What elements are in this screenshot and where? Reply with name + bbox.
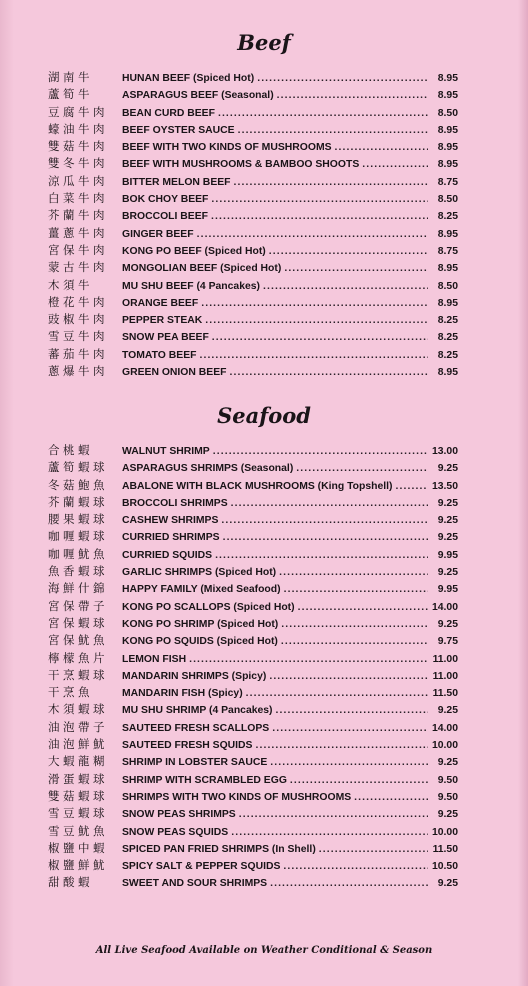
dot-leader (267, 875, 428, 892)
dot-leader (293, 460, 428, 477)
menu-item-chinese-name: 油泡鮮魷 (48, 737, 108, 752)
menu-item-row (48, 874, 458, 891)
menu-item-row (48, 528, 458, 545)
menu-item-name: BROCCOLI BEEF (122, 211, 209, 223)
menu-item-name: GREEN ONION BEEF (122, 367, 227, 379)
menu-item-price: 8.95 (437, 142, 458, 154)
dot-leader (218, 512, 428, 529)
menu-item-chinese-name: 宮保蝦球 (48, 615, 108, 630)
menu-item-row (48, 346, 458, 363)
menu-item-row (48, 277, 458, 294)
dot-leader (273, 702, 428, 719)
menu-item-price: 9.75 (437, 636, 458, 648)
menu-item-name: BROCCOLI SHRIMPS (122, 497, 228, 509)
menu-item-chinese-name: 椒鹽中蝦 (48, 840, 108, 855)
menu-item-row (48, 650, 458, 667)
dot-leader (281, 581, 428, 598)
page-edge-right (518, 0, 528, 986)
menu-item-price: 8.25 (437, 315, 458, 327)
menu-item-row (48, 173, 458, 190)
menu-item-name: BITTER MELON BEEF (122, 176, 231, 188)
dot-leader (210, 443, 428, 460)
menu-item-price: 10.00 (431, 740, 458, 752)
menu-item-row (48, 363, 458, 380)
menu-item-price: 14.00 (431, 722, 458, 734)
seafood-menu-list (48, 442, 458, 892)
menu-item-chinese-name: 宮保牛肉 (48, 242, 108, 257)
dot-leader (228, 495, 428, 512)
menu-item-chinese-name: 橙花牛肉 (48, 294, 108, 309)
dot-leader (332, 139, 428, 156)
menu-item-name: BEEF WITH TWO KINDS OF MUSHROOMS (122, 142, 332, 154)
menu-item-chinese-name: 甜酸蝦 (48, 875, 93, 890)
dot-leader (209, 329, 428, 346)
menu-item-price: 8.50 (437, 194, 458, 206)
menu-item-price: 8.95 (437, 367, 458, 379)
menu-item-chinese-name: 薑蔥牛肉 (48, 225, 108, 240)
menu-item-row (48, 823, 458, 840)
menu-item-name: ASPARAGUS BEEF (Seasonal) (122, 90, 274, 102)
menu-item-chinese-name: 白菜牛肉 (48, 191, 108, 206)
menu-item-chinese-name: 豉椒牛肉 (48, 312, 108, 327)
dot-leader (194, 226, 428, 243)
menu-item-price: 11.50 (432, 688, 458, 700)
dot-leader (202, 312, 428, 329)
menu-item-chinese-name: 雪豆蝦球 (48, 806, 108, 821)
dot-leader (243, 685, 428, 702)
menu-item-name: MANDARIN SHRIMPS (Spicy) (122, 670, 267, 682)
menu-item-name: LEMON FISH (122, 653, 187, 665)
menu-item-chinese-name: 宮保帶子 (48, 598, 108, 613)
menu-item-chinese-name: 豆腐牛肉 (48, 104, 108, 119)
menu-item-chinese-name: 檸檬魚片 (48, 650, 108, 665)
menu-item-row (48, 719, 458, 736)
menu-item-price: 9.25 (437, 757, 458, 769)
menu-item-chinese-name: 魚香蝦球 (48, 564, 108, 579)
menu-item-row (48, 69, 458, 86)
footer-note: All Live Seafood Available on Weather Conditional & Season (95, 945, 433, 956)
dot-leader (228, 824, 428, 841)
menu-item-price: 8.95 (437, 228, 458, 240)
menu-item-row (48, 442, 458, 459)
dot-leader (227, 364, 429, 381)
dot-leader (287, 772, 428, 789)
menu-item-price: 10.50 (431, 861, 458, 873)
menu-item-chinese-name: 蘆筍牛 (48, 87, 93, 102)
menu-item-name: SPICED PAN FRIED SHRIMPS (In Shell) (122, 843, 316, 855)
menu-item-chinese-name: 雙菇牛肉 (48, 139, 108, 154)
menu-item-name: KONG PO SCALLOPS (Spiced Hot) (122, 601, 295, 613)
dot-leader (269, 720, 428, 737)
menu-item-name: SAUTEED FRESH SQUIDS (122, 740, 253, 752)
menu-item-row (48, 788, 458, 805)
menu-item-chinese-name: 雙冬牛肉 (48, 156, 108, 171)
dot-leader (281, 260, 428, 277)
beef-menu-list (48, 69, 458, 380)
dot-leader (274, 87, 428, 104)
menu-item-row (48, 667, 458, 684)
menu-item-chinese-name: 木須蝦球 (48, 702, 108, 717)
menu-item-price: 9.25 (437, 497, 458, 509)
menu-item-row (48, 259, 458, 276)
menu-item-price: 8.95 (437, 90, 458, 102)
dot-leader (280, 858, 428, 875)
menu-item-name: ASPARAGUS SHRIMPS (Seasonal) (122, 463, 294, 475)
menu-item-price: 8.50 (437, 280, 458, 292)
menu-item-price: 11.00 (432, 670, 458, 682)
menu-item-row (48, 563, 458, 580)
page-edge-left (0, 0, 14, 986)
menu-item-chinese-name: 冬菇鮑魚 (48, 477, 108, 492)
menu-item-row (48, 207, 458, 224)
dot-leader (260, 278, 428, 295)
menu-item-name: SNOW PEAS SHRIMPS (122, 809, 236, 821)
menu-item-price: 9.25 (437, 567, 458, 579)
menu-item-chinese-name: 蠔油牛肉 (48, 121, 108, 136)
menu-item-name: SHRIMPS WITH TWO KINDS OF MUSHROOMS (122, 791, 352, 803)
menu-item-chinese-name: 蔥爆牛肉 (48, 364, 108, 379)
menu-item-name: GARLIC SHRIMPS (Spiced Hot) (122, 567, 277, 579)
menu-item-row (48, 546, 458, 563)
menu-item-chinese-name: 宮保魷魚 (48, 633, 108, 648)
menu-item-name: SHRIMP IN LOBSTER SAUCE (122, 757, 268, 769)
dot-leader (295, 599, 428, 616)
menu-item-name: SWEET AND SOUR SHRIMPS (122, 878, 268, 890)
menu-item-price: 9.25 (437, 463, 458, 475)
menu-item-chinese-name: 滑蛋蝦球 (48, 771, 108, 786)
menu-item-chinese-name: 木須牛 (48, 277, 93, 292)
dot-leader (252, 737, 428, 754)
menu-item-row (48, 121, 458, 138)
menu-item-name: GINGER BEEF (122, 228, 194, 240)
menu-item-price: 8.95 (437, 159, 458, 171)
menu-item-price: 8.75 (437, 176, 458, 188)
dot-leader (186, 651, 428, 668)
menu-item-name: BEAN CURD BEEF (122, 107, 215, 119)
menu-item-name: CASHEW SHRIMPS (122, 515, 219, 527)
menu-item-price: 8.25 (437, 349, 458, 361)
menu-item-chinese-name: 腰果蝦球 (48, 512, 108, 527)
menu-item-chinese-name: 雙菇蝦球 (48, 788, 108, 803)
dot-leader (278, 616, 428, 633)
menu-item-chinese-name: 蕃茄牛肉 (48, 346, 108, 361)
menu-item-price: 8.95 (437, 263, 458, 275)
menu-item-name: SAUTEED FRESH SCALLOPS (122, 722, 270, 734)
dot-leader (351, 789, 428, 806)
menu-item-name: SNOW PEAS SQUIDS (122, 826, 229, 838)
menu-item-name: HUNAN BEEF (Spiced Hot) (122, 73, 255, 84)
menu-item-name: MU SHU SHRIMP (4 Pancakes) (122, 705, 273, 717)
menu-item-name: CURRIED SHRIMPS (122, 532, 220, 544)
dot-leader (208, 191, 428, 208)
menu-item-row (48, 86, 458, 103)
menu-item-row (48, 598, 458, 615)
menu-item-row (48, 104, 458, 121)
menu-item-row (48, 615, 458, 632)
menu-item-name: HAPPY FAMILY (Mixed Seafood) (122, 584, 281, 596)
menu-item-price: 8.25 (437, 211, 458, 223)
menu-item-row (48, 225, 458, 242)
menu-item-price: 8.25 (437, 332, 458, 344)
beef-section-title: Beef (237, 30, 291, 55)
dot-leader (220, 529, 428, 546)
menu-item-chinese-name: 椒鹽鮮魷 (48, 858, 108, 873)
menu-item-row (48, 494, 458, 511)
menu-item-chinese-name: 咖喱蝦球 (48, 529, 108, 544)
menu-item-price: 14.00 (431, 601, 458, 613)
menu-item-row (48, 190, 458, 207)
menu-item-chinese-name: 干烹魚 (48, 685, 93, 700)
menu-item-chinese-name: 雪豆魷魚 (48, 823, 108, 838)
dot-leader (235, 122, 428, 139)
menu-item-row (48, 857, 458, 874)
menu-item-chinese-name: 雪豆牛肉 (48, 329, 108, 344)
menu-item-row (48, 138, 458, 155)
menu-item-price: 13.50 (431, 480, 458, 492)
menu-item-price: 11.50 (432, 843, 458, 855)
menu-item-price: 9.50 (437, 791, 458, 803)
menu-item-chinese-name: 蘆筍蝦球 (48, 460, 108, 475)
menu-item-row (48, 477, 458, 494)
menu-item-price: 9.25 (437, 515, 458, 527)
menu-item-price: 9.25 (437, 878, 458, 890)
menu-item-price: 9.95 (437, 584, 458, 596)
dot-leader (208, 208, 428, 225)
menu-item-price: 8.95 (437, 124, 458, 136)
menu-item-name: ABALONE WITH BLACK MUSHROOMS (King Topshell) (122, 480, 393, 492)
dot-leader (196, 347, 428, 364)
menu-item-name: KONG PO BEEF (Spiced Hot) (122, 245, 266, 257)
menu-item-name: BEEF WITH MUSHROOMS & BAMBOO SHOOTS (122, 159, 360, 171)
dot-leader (276, 564, 428, 581)
menu-item-price: 9.95 (437, 549, 458, 561)
menu-item-name: MU SHU BEEF (4 Pancakes) (122, 280, 261, 292)
menu-item-price: 13.00 (431, 446, 458, 457)
menu-item-name: ORANGE BEEF (122, 297, 199, 309)
menu-item-name: PEPPER STEAK (122, 315, 203, 327)
dot-leader (393, 478, 428, 495)
dot-leader (316, 841, 428, 858)
dot-leader (231, 174, 428, 191)
menu-item-name: TOMATO BEEF (122, 349, 197, 361)
menu-item-chinese-name: 海鮮什錦 (48, 581, 108, 596)
menu-item-name: BEEF OYSTER SAUCE (122, 124, 235, 136)
menu-item-chinese-name: 干烹蝦球 (48, 667, 108, 682)
menu-item-row (48, 684, 458, 701)
menu-item-price: 9.25 (437, 618, 458, 630)
menu-item-chinese-name: 合桃蝦 (48, 443, 93, 457)
menu-item-price: 8.95 (437, 73, 458, 84)
menu-item-row (48, 805, 458, 822)
menu-item-name: MONGOLIAN BEEF (Spiced Hot) (122, 263, 282, 275)
menu-item-chinese-name: 涼瓜牛肉 (48, 173, 108, 188)
menu-item-row (48, 311, 458, 328)
menu-item-chinese-name: 大蝦龍糊 (48, 754, 108, 769)
dot-leader (278, 633, 428, 650)
dot-leader (267, 754, 428, 771)
menu-item-chinese-name: 油泡帶子 (48, 719, 108, 734)
menu-item-row (48, 580, 458, 597)
menu-item-row (48, 242, 458, 259)
menu-item-chinese-name: 湖南牛 (48, 70, 93, 84)
menu-item-row (48, 328, 458, 345)
menu-item-price: 11.00 (432, 653, 458, 665)
menu-item-price: 9.25 (437, 532, 458, 544)
menu-item-price: 9.25 (437, 809, 458, 821)
menu-item-row (48, 736, 458, 753)
seafood-section-title: Seafood (217, 403, 311, 428)
menu-item-row (48, 459, 458, 476)
dot-leader (198, 295, 428, 312)
menu-item-name: WALNUT SHRIMP (122, 446, 210, 457)
menu-item-price: 9.50 (437, 774, 458, 786)
menu-item-chinese-name: 蒙古牛肉 (48, 260, 108, 275)
menu-item-row (48, 701, 458, 718)
menu-item-price: 8.95 (437, 297, 458, 309)
menu-item-price: 9.25 (437, 705, 458, 717)
menu-item-row (48, 840, 458, 857)
menu-item-name: SNOW PEA BEEF (122, 332, 209, 344)
menu-item-name: MANDARIN FISH (Spicy) (122, 688, 243, 700)
dot-leader (236, 806, 428, 823)
menu-item-name: SPICY SALT & PEPPER SQUIDS (122, 861, 281, 873)
menu-item-row (48, 771, 458, 788)
menu-item-price: 8.50 (437, 107, 458, 119)
menu-item-name: KONG PO SHRIMP (Spiced Hot) (122, 618, 279, 630)
menu-item-row (48, 511, 458, 528)
menu-item-name: SHRIMP WITH SCRAMBLED EGG (122, 774, 287, 786)
menu-item-row (48, 294, 458, 311)
menu-item-row (48, 155, 458, 172)
menu-item-name: KONG PO SQUIDS (Spiced Hot) (122, 636, 278, 648)
menu-item-chinese-name: 芥蘭蝦球 (48, 494, 108, 509)
menu-item-row (48, 753, 458, 770)
dot-leader (215, 105, 428, 122)
menu-item-name: CURRIED SQUIDS (122, 549, 213, 561)
menu-item-price: 10.00 (431, 826, 458, 838)
menu-item-row (48, 632, 458, 649)
dot-leader (254, 70, 428, 87)
menu-item-name: BOK CHOY BEEF (122, 194, 209, 206)
menu-item-price: 8.75 (437, 245, 458, 257)
dot-leader (359, 156, 428, 173)
menu-item-chinese-name: 咖喱魷魚 (48, 546, 108, 561)
menu-item-chinese-name: 芥蘭牛肉 (48, 208, 108, 223)
dot-leader (266, 668, 428, 685)
dot-leader (212, 547, 428, 564)
dot-leader (266, 243, 428, 260)
